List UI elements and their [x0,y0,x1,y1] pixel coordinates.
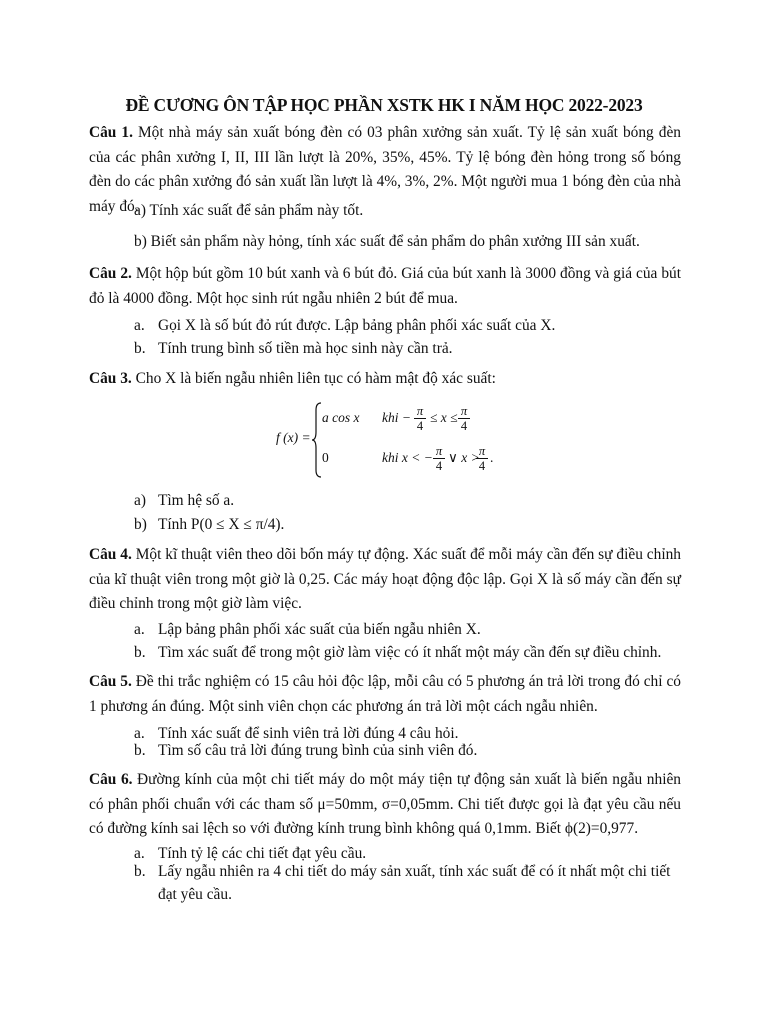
question-3-option-b: b) Tính P(0 ≤ X ≤ π/4). [134,516,285,533]
fraction-pi-over-4: $\frac{\pi}{4}$ [414,404,426,433]
case-2-condition-mid: ∨ x > [448,450,480,465]
question-6-option-a: a. Tính tỷ lệ các chi tiết đạt yêu cầu. [134,845,367,862]
question-3 [89,367,681,392]
question-6-text: Đường kính của một chi tiết máy do một máy tiện tự động sản xuất là biến ngẫu nhiên có phân phối chuẩn với các tham số μ=50mm, σ=0,05mm. Chi tiết được gọi là đạt yêu cầu nếu có đường kính sai lệch so với đường kính trung bình không quá 0,1mm. Biết ϕ(2)=0,977. [89,771,681,837]
density-function-formula [270,398,510,482]
question-1-option-b: b) Biết sản phẩm này hỏng, tính xác suất để sản phẩm do phân xưởng III sản xuất. [134,233,640,250]
question-2 [89,262,681,311]
question-5-text: Đề thi trắc nghiệm có 15 câu hỏi độc lập, mỗi câu có 5 phương án trả lời trong đó chỉ có 1 phương án đúng. Một sinh viên chọn các phương án trả lời một cách ngẫu nhiên. [89,673,681,715]
question-3-label: Câu 3. [89,370,132,387]
formula-lhs: f (x) = [276,430,311,445]
case-1-condition: khi − [382,410,411,425]
case-2-condition: khi x < − [382,450,433,465]
case-2-end: . [490,450,494,465]
question-2-option-a: a. Gọi X là số bút đỏ rút được. Lập bảng phân phối xác suất của X. [134,317,556,334]
case-1-condition-mid: ≤ x ≤ [430,410,458,425]
case-1-expr: a cos x [322,410,360,425]
question-1-text: Một nhà máy sản xuất bóng đèn có 03 phân xưởng sản xuất. Tỷ lệ sản xuất bóng đèn của các phân xưởng I, II, III lần lượt là 20%, 35%, 45%. Tỷ lệ bóng đèn hỏng trong số bóng đèn do các phân xưởng đó sản xuất lần lượt là 4%, 3%, 2%. Một người mua 1 bóng đèn của nhà máy đó. [89,124,681,215]
question-2-label: Câu 2. [89,265,132,282]
document-title: ĐỀ CƯƠNG ÔN TẬP HỌC PHẦN XSTK HK I NĂM HỌC 2022-2023 [125,95,643,115]
question-4-label: Câu 4. [89,546,132,563]
question-5-label: Câu 5. [89,673,132,690]
question-3-option-a: a) Tìm hệ số a. [134,492,235,509]
question-4-option-b: b. Tìm xác suất để trong một giờ làm việc có ít nhất một máy cần đến sự điều chỉnh. [134,644,662,661]
fraction-pi-over-4: $\frac{\pi}{4}$ [476,444,488,473]
question-4-option-a: a. Lập bảng phân phối xác suất của biến ngẫu nhiên X. [134,621,481,638]
question-1-label: Câu 1. [89,124,133,141]
question-3-text: Cho X là biến ngẫu nhiên liên tục có hàm mật độ xác suất: [131,370,496,387]
question-5 [89,670,681,719]
question-4 [89,543,681,617]
curly-brace-icon [312,402,322,478]
case-2-expr: 0 [322,450,329,465]
question-6-option-b: b. Lấy ngẫu nhiên ra 4 chi tiết do máy sản xuất, tính xác suất để có ít nhất một chi tiết đạt yêu cầu. [134,863,671,903]
fraction-pi-over-4: $\frac{\pi}{4}$ [433,444,445,473]
question-5-option-b: b. Tìm số câu trả lời đúng trung bình của sinh viên đó. [134,742,478,759]
question-4-text: Một kĩ thuật viên theo dõi bốn máy tự động. Xác suất để mỗi máy cần đến sự điều chỉnh của kĩ thuật viên trong một giờ là 0,25. Các máy hoạt động độc lập. Gọi X là số máy cần đến sự điều chỉnh trong một giờ làm việc. [89,546,682,612]
question-2-option-b: b. Tính trung bình số tiền mà học sinh này cần trả. [134,340,453,357]
question-6-label: Câu 6. [89,771,133,788]
fraction-pi-over-4: $\frac{\pi}{4}$ [458,404,470,433]
question-5-option-a: a. Tính xác suất để sinh viên trả lời đúng 4 câu hỏi. [134,725,459,742]
question-1-option-a: a) Tính xác suất để sản phẩm này tốt. [134,202,364,219]
question-2-text: Một hộp bút gồm 10 bút xanh và 6 bút đỏ. Giá của bút xanh là 3000 đồng và giá của bút đỏ là 4000 đồng. Một học sinh rút ngẫu nhiên 2 bút để mua. [89,265,681,307]
question-6 [89,768,681,842]
